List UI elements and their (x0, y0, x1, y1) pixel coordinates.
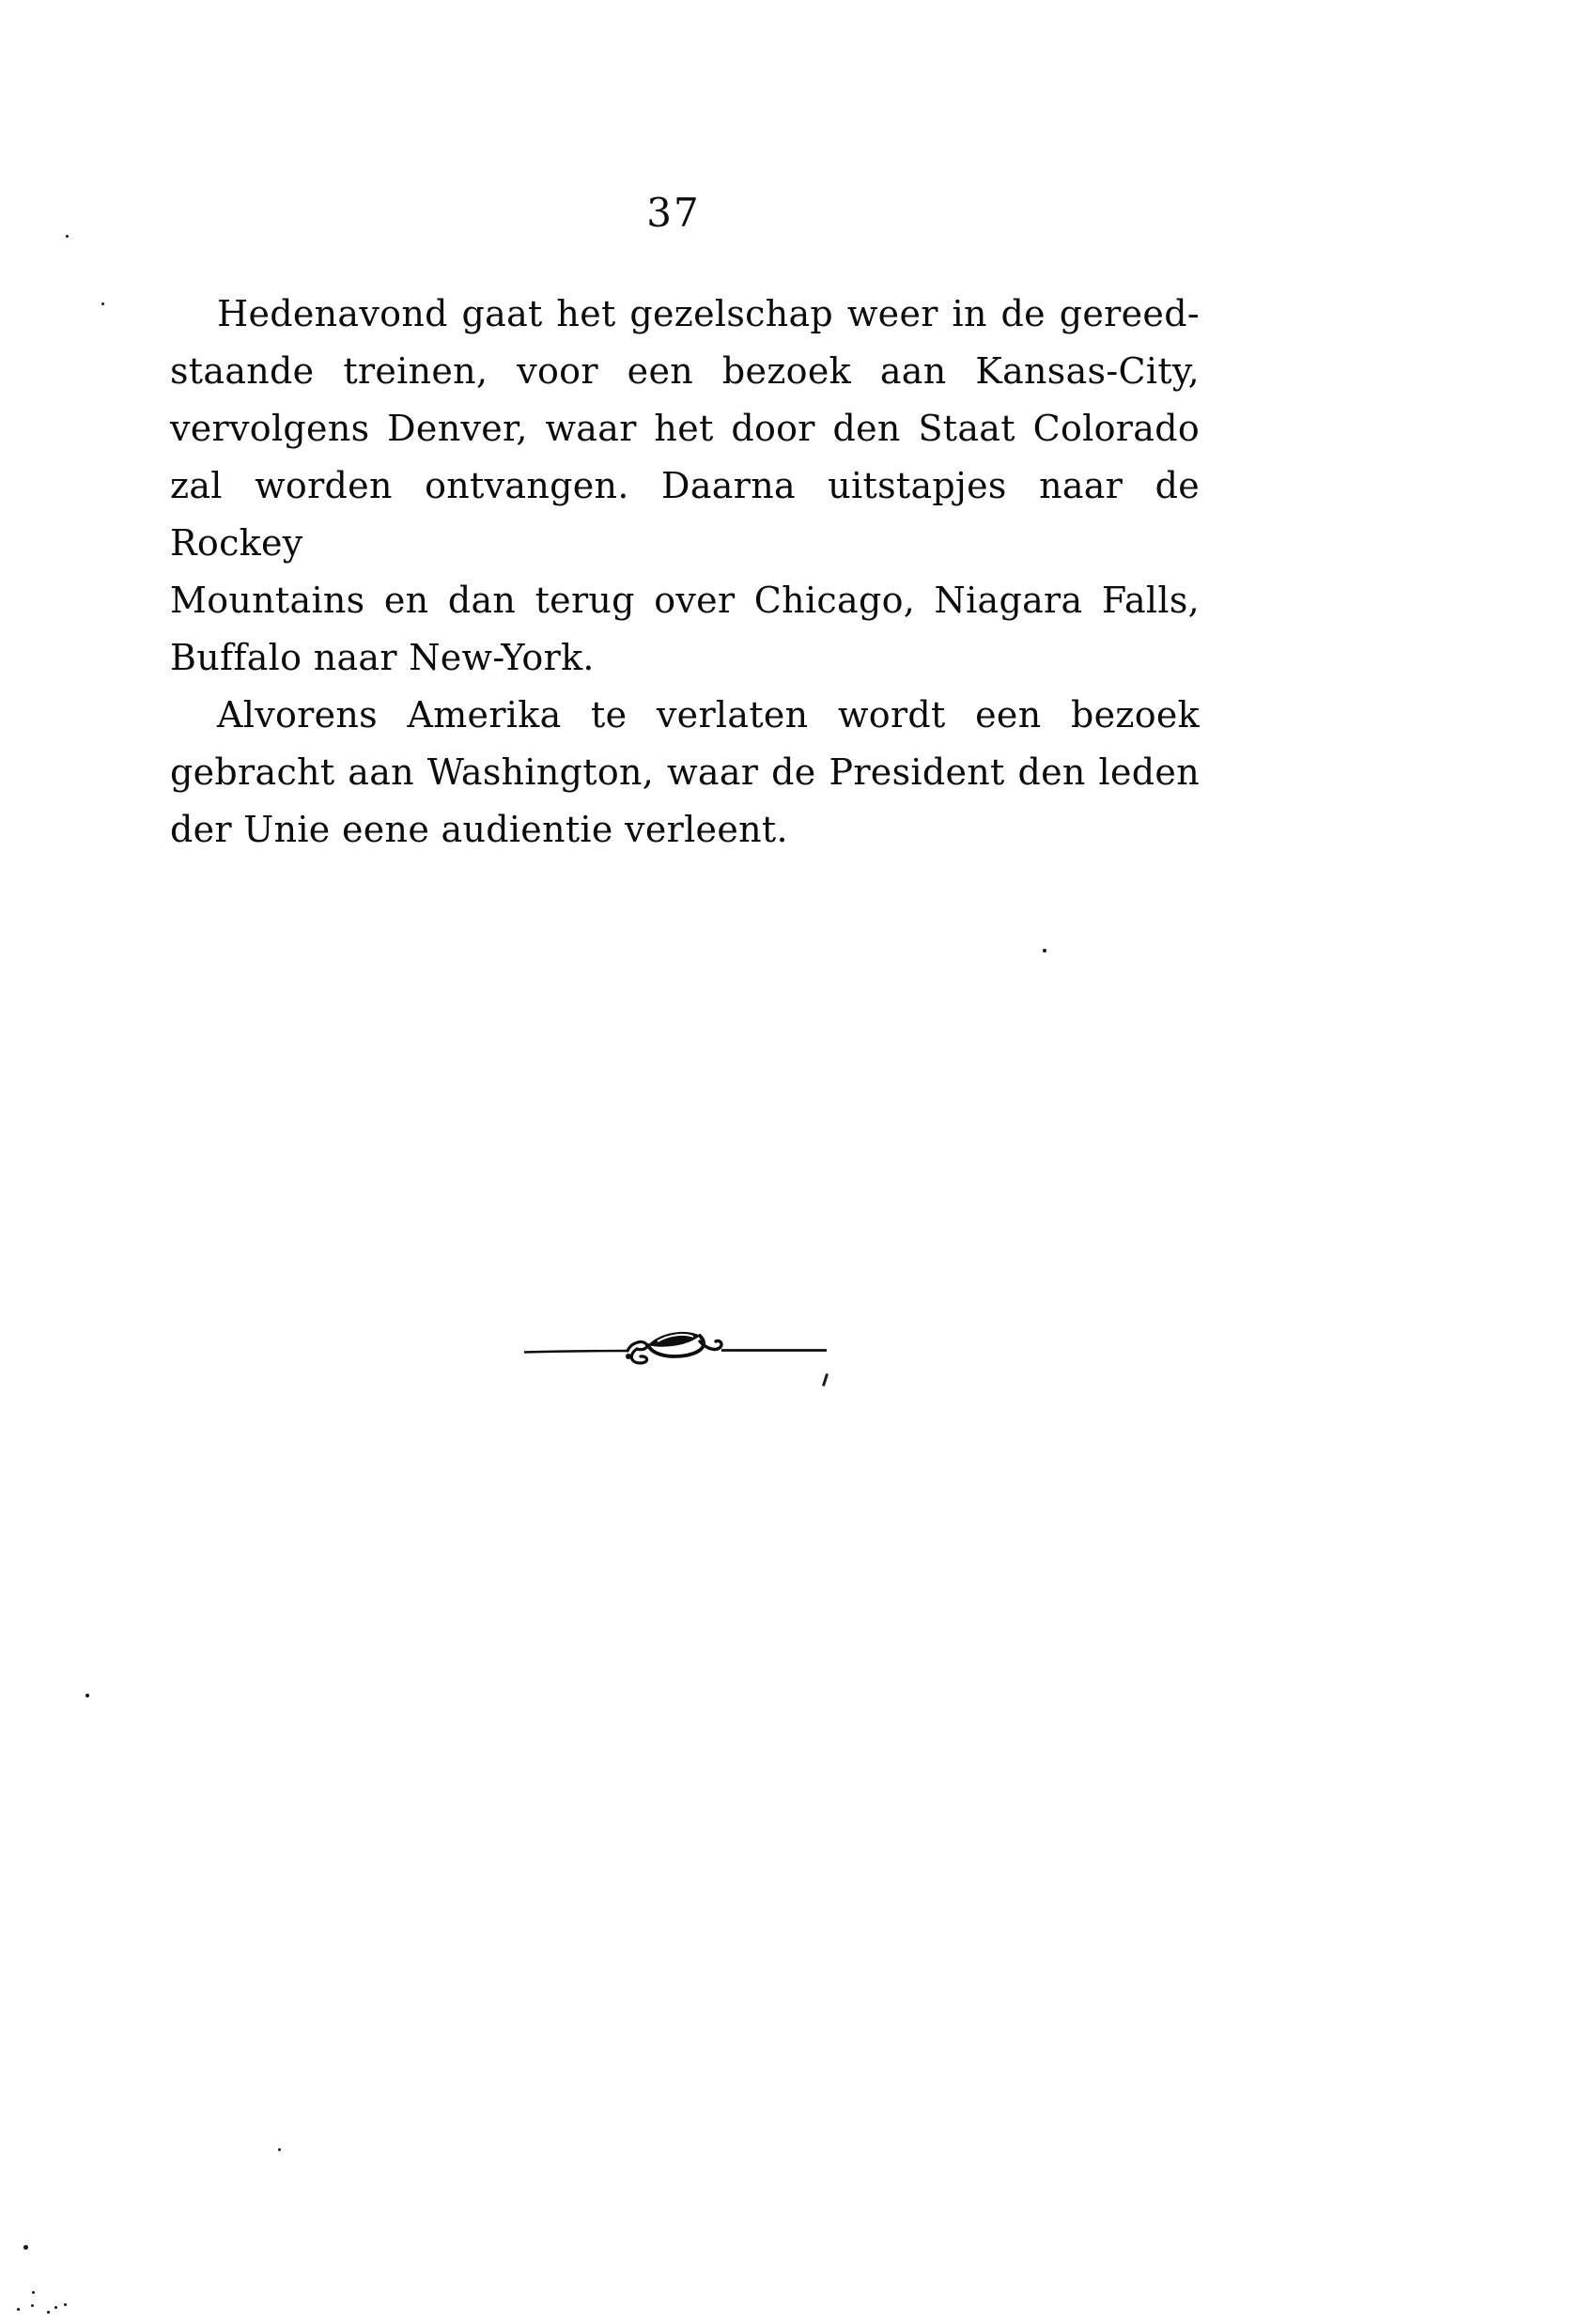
scan-speck (47, 2311, 50, 2314)
scan-speck (31, 2304, 34, 2307)
text-line: vervolgens Denver, waar het door den Staat Colorado (170, 408, 1200, 449)
text-line: gebracht aan Washington, waar de President den leden (170, 751, 1200, 793)
paragraph (170, 687, 1200, 859)
text-block (170, 286, 1200, 859)
scan-speck (66, 235, 69, 238)
scan-speck (54, 2306, 57, 2309)
scan-speck (101, 302, 104, 305)
scan-speck (32, 2291, 35, 2294)
text-line: Hedenavond gaat het gezelschap weer in de gereed- (217, 293, 1200, 334)
scan-speck (17, 2308, 20, 2311)
text-line: Buffalo naar New-York. (170, 637, 595, 678)
text-line: Mountains en dan terug over Chicago, Niagara Falls, (170, 580, 1200, 621)
page-number: 37 (646, 190, 701, 236)
paragraph (170, 286, 1200, 687)
scan-speck (23, 2245, 28, 2250)
text-line: der Unie eene audientie verleent. (170, 809, 788, 850)
scan-speck (64, 2303, 67, 2306)
ornamental-divider (522, 1326, 829, 1371)
scan-speck (278, 2148, 281, 2151)
scan-tick-mark (822, 1373, 829, 1386)
text-line: zal worden ontvangen. Daarna uitstapjes naar de Rockey (170, 465, 1200, 564)
scan-speck (85, 1694, 89, 1697)
text-line: Alvorens Amerika te verlaten wordt een bezoek (217, 694, 1200, 736)
scan-speck (1043, 949, 1046, 952)
flourish-icon (522, 1326, 829, 1371)
text-line: staande treinen, voor een bezoek aan Kansas-City, (170, 350, 1200, 392)
